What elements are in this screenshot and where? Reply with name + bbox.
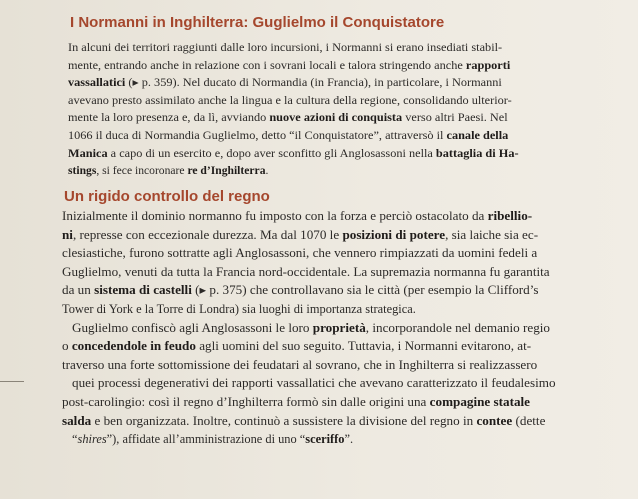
text-run: ”. [344, 432, 354, 447]
section-title-controllo: Un rigido controllo del regno [64, 188, 270, 205]
text-run: , incorporandole nel demanio regio [365, 320, 550, 335]
text-run: e ben organizzata. Inoltre, continuò a sussistere la divisione del regno in [91, 413, 477, 428]
text-run: 1066 il duca di Normandia Guglielmo, detto “il Conquistatore”, attraversò il [68, 129, 447, 142]
bold-term: salda [62, 413, 92, 428]
text-line [72, 320, 550, 336]
text-line [68, 128, 508, 144]
text-run: mente, entrando anche in relazione con i sovrani locali e talora stringendo anche [68, 58, 466, 72]
text-run: Inizialmente il dominio normanno fu imposto con la forza e perciò ostacolato da [62, 209, 488, 223]
text-run: da un [62, 283, 95, 298]
text-line [68, 58, 510, 74]
text-line [62, 208, 532, 224]
text-run: , si fece incoronare [96, 164, 188, 178]
text-line [62, 301, 416, 317]
text-run: mente la loro presenza e, da lì, avviando [68, 111, 270, 125]
bold-term: ni [62, 227, 73, 242]
text-run: Guglielmo confiscò agli Anglosassoni le loro [72, 320, 313, 335]
text-run: (▸ p. 375) che controllavano sia le città (per esempio la Clifford’s [191, 283, 539, 298]
text-run: , represse con eccezionale durezza. Ma dal 1070 le [72, 227, 343, 242]
text-run: avevano presto assimilato anche la lingua e la cultura della regione, consolidando ulterior- [68, 93, 512, 107]
bold-term: ribellio- [487, 209, 533, 223]
text-run: post-carolingio: così il regno d’Inghilterra formò sin dalle origini una [62, 395, 430, 409]
text-line [68, 110, 508, 126]
text-line [62, 357, 537, 373]
text-run: agli uomini del suo seguito. Tuttavia, i Normanni evitarono, at- [195, 339, 532, 354]
text-run: verso altri Paesi. Nel [402, 111, 508, 125]
bold-term: concedendole in feudo [71, 339, 196, 354]
text-line [68, 93, 512, 109]
margin-mark [0, 381, 24, 382]
text-run: o [62, 339, 72, 354]
bold-term: sistema di castelli [94, 283, 192, 298]
text-line [68, 75, 502, 91]
text-run: (dette [512, 413, 546, 428]
text-line [62, 338, 531, 354]
text-line [68, 163, 268, 179]
italic-term: shires [77, 432, 107, 447]
text-line [68, 40, 502, 56]
text-line [62, 227, 538, 243]
text-run: “ [72, 432, 78, 447]
bold-term: nuove azioni di conquista [269, 111, 403, 125]
bold-term: canale della [446, 129, 509, 142]
text-line [68, 146, 519, 162]
text-line [62, 394, 530, 410]
text-run: traverso una forte sottomissione dei feudatari al sovrano, che in Inghilterra si realizzassero [62, 357, 538, 372]
text-line [72, 431, 353, 447]
bold-term: sceriffo [305, 432, 345, 447]
bold-term: rapporti [465, 58, 511, 72]
text-line [62, 245, 537, 261]
bold-term: Manica [68, 146, 108, 160]
bold-term: posizioni di potere [342, 227, 446, 242]
text-line [72, 375, 556, 391]
bold-term: battaglia di Ha- [435, 146, 519, 160]
text-run: In alcuni dei territori raggiunti dalle loro incursioni, i Normanni si erano insediati stabil- [68, 41, 503, 54]
bold-term: proprietà [312, 320, 366, 335]
text-run: Tower di York e la Torre di Londra) sia luoghi di importanza strategica. [62, 302, 416, 316]
text-line [62, 282, 539, 298]
section-title-normanni: I Normanni in Inghilterra: Guglielmo il Conquistatore [70, 14, 445, 31]
text-line [62, 264, 550, 280]
bold-term: vassallatici [68, 76, 126, 90]
text-run: ”), affidate all’amministrazione di uno “ [106, 432, 306, 447]
text-run: (▸ p. 359). Nel ducato di Normandia (in Francia), in particolare, i Normanni [125, 76, 502, 90]
text-run: clesiastiche, furono sottratte agli Anglosassoni, che vennero rimpiazzati da uomini fedeli a [62, 246, 538, 261]
bold-term: contee [476, 413, 513, 428]
text-line [62, 413, 545, 429]
bold-term: compagine statale [429, 395, 530, 409]
text-run: . [265, 164, 269, 178]
text-run: , sia laiche sia ec- [445, 227, 539, 242]
text-run: a capo di un esercito e, dopo aver sconfitto gli Anglosassoni nella [107, 146, 436, 160]
text-run: quei processi degenerativi dei rapporti vassallatici che avevano caratterizzato il feudalesimo [72, 376, 556, 391]
bold-term: stings [68, 164, 97, 178]
text-run: Guglielmo, venuti da tutta la Francia nord-occidentale. La supremazia normanna fu garantita [62, 264, 550, 279]
bold-term: re d’Inghilterra [187, 164, 266, 178]
